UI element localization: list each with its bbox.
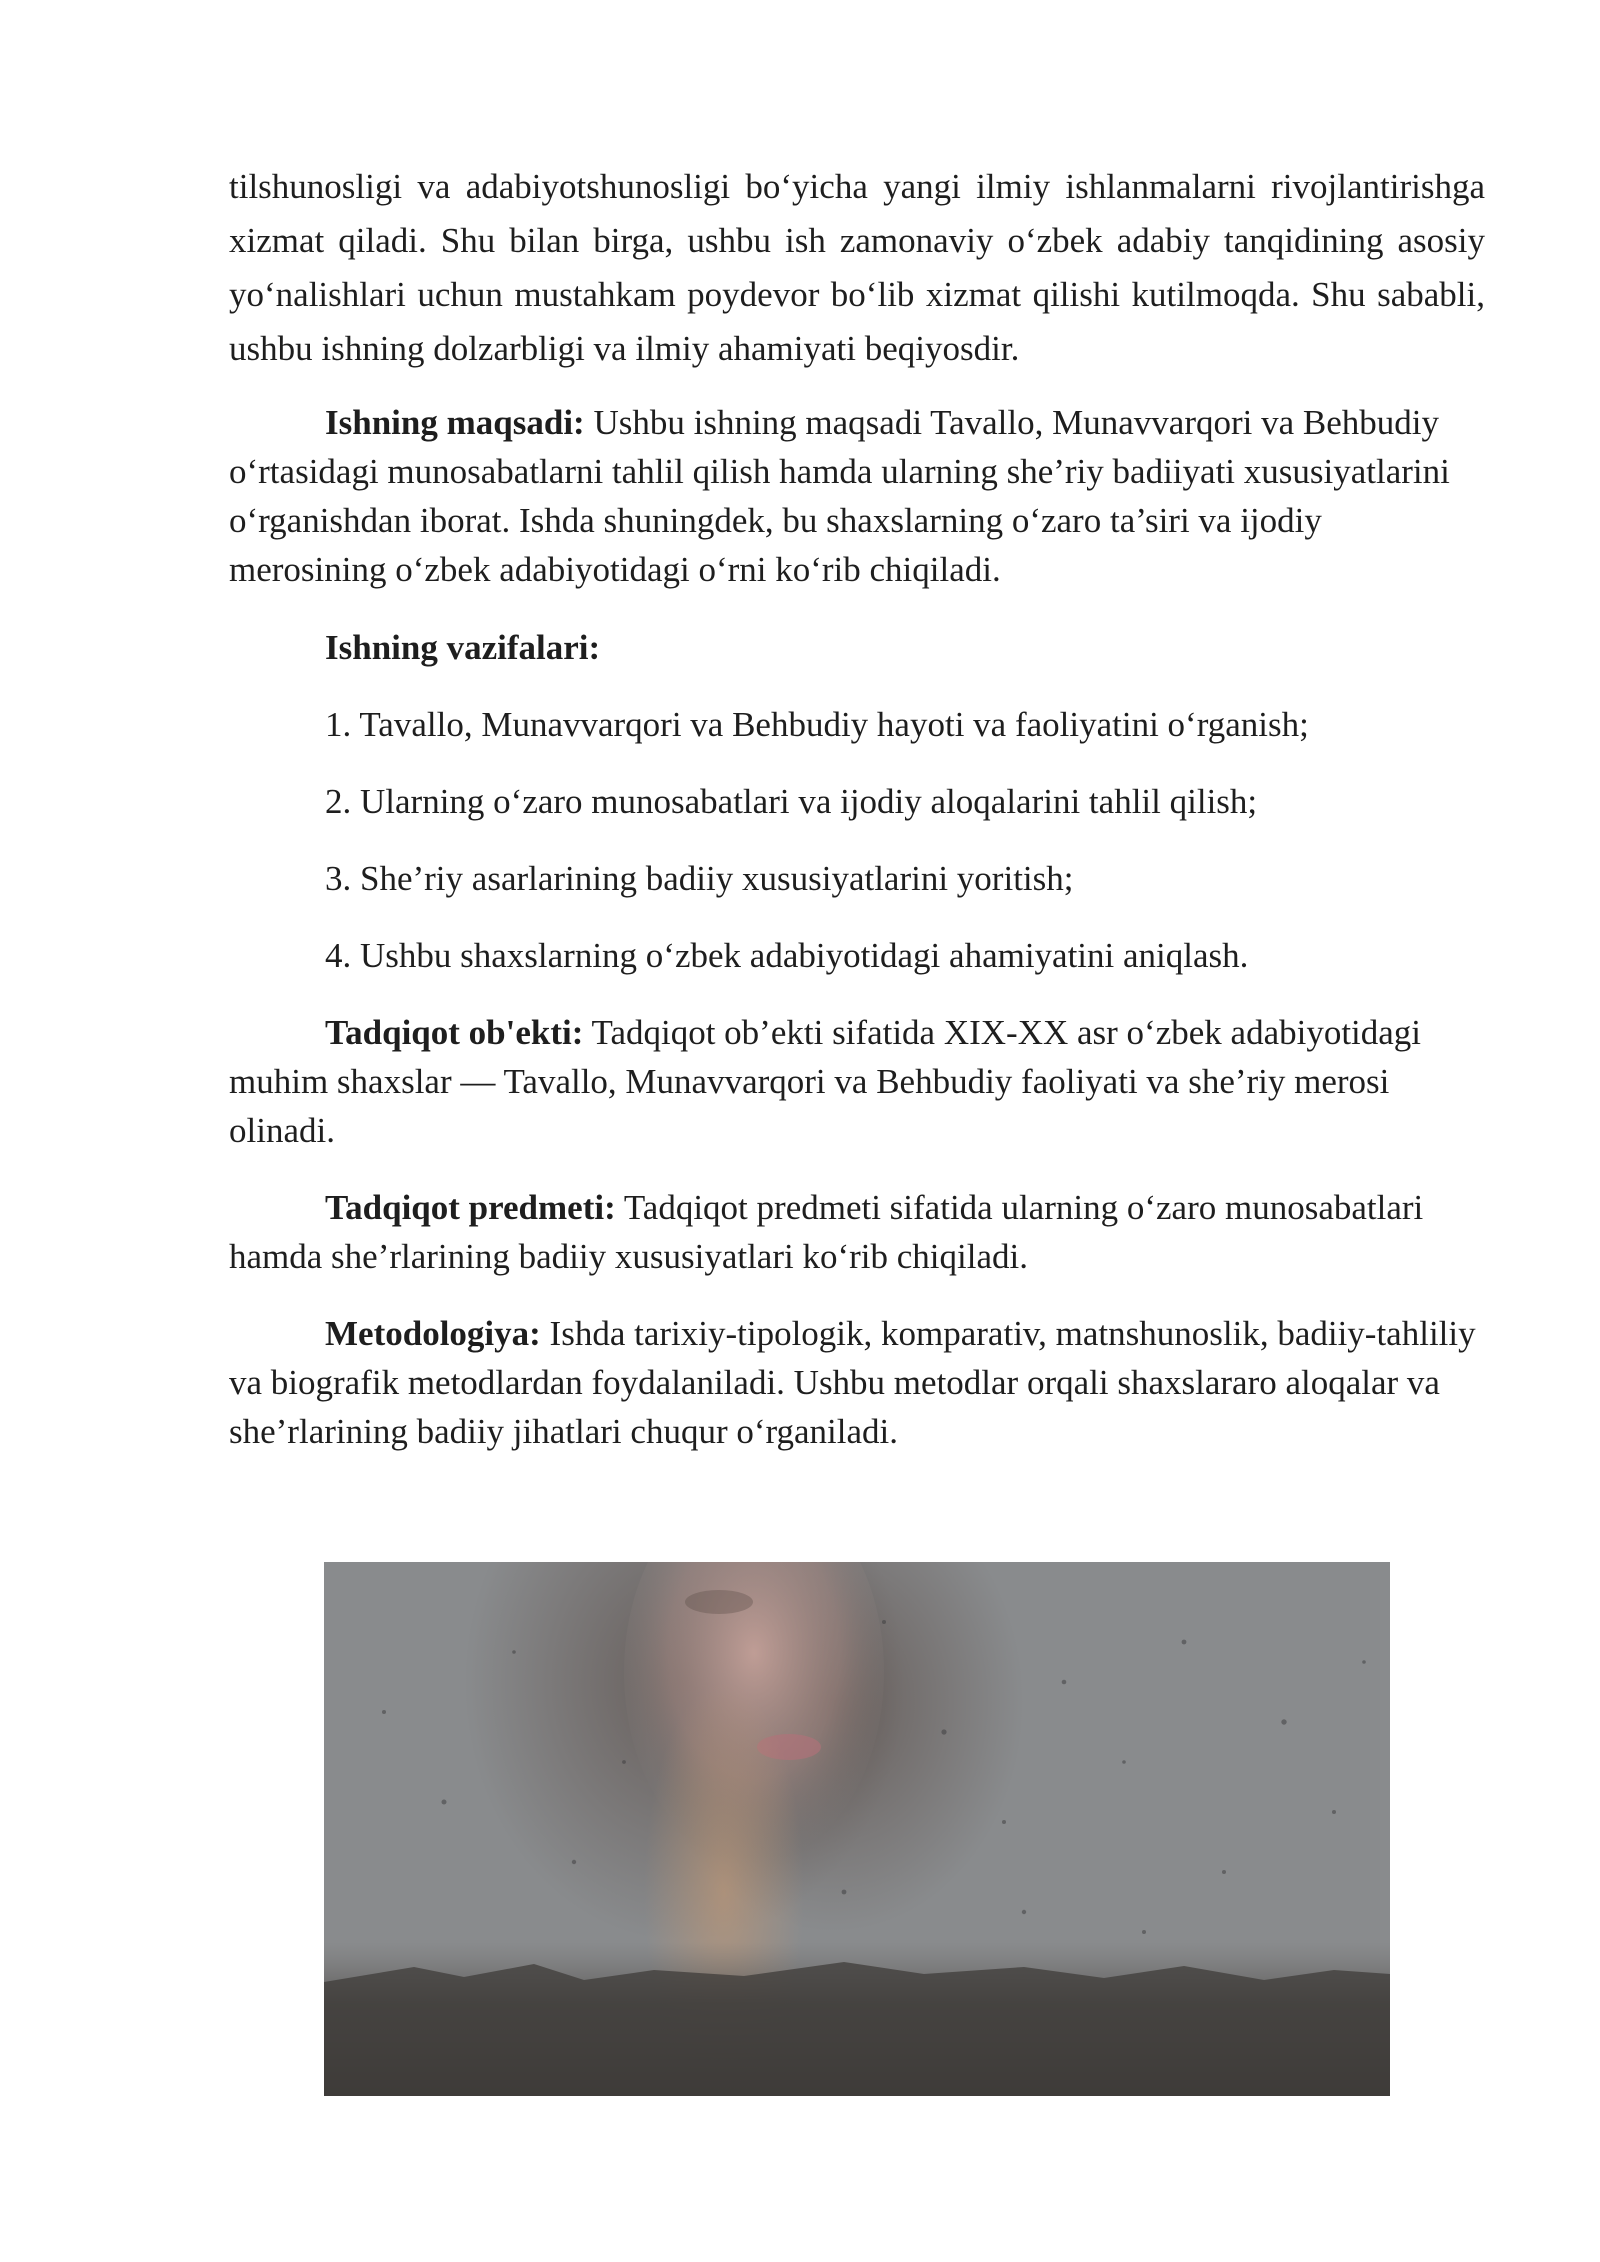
goal-text: Ushbu ishning maqsadi Tavallo, Munavvarqori va Behbudiy o‘rtasidagi munosabatlarni tahlil qilish hamda ularning she’riy badiiyati xususiyatlarini o‘rganishdan iborat. Ishda shuningdek, bu shaxslarning o‘zaro ta’siri va ijodiy merosining o‘zbek adabiyotidagi o‘rni ko‘rib chiqiladi. [229,403,1450,589]
task-item-3: 3. She’riy asarlarining badiiy xususiyatlarini yoritish; [325,859,1074,898]
subject-text: Tadqiqot predmeti sifatida ularning o‘zaro munosabatlari hamda she’rlarining badiiy xususiyatlari ko‘rib chiqiladi. [229,1188,1424,1276]
task-item-2: 2. Ularning o‘zaro munosabatlari va ijodiy aloqalarini tahlil qilish; [325,782,1258,821]
goal-paragraph [229,398,1485,594]
methodology-text: Ishda tarixiy-tipologik, komparativ, matnshunoslik, badiiy-tahliliy va biografik metodlardan foydalaniladi. Ushbu metodlar orqali shaxslararo aloqalar va she’rlarining badiiy jihatlari chuqur o‘rganiladi. [229,1314,1476,1451]
subject-label: Tadqiqot predmeti: [325,1188,616,1227]
intro-paragraph: tilshunosligi va adabiyotshunosligi bo‘yicha yangi ilmiy ishlanmalarni rivojlantirishga xizmat qiladi. Shu bilan birga, ushbu ish zamonaviy o‘zbek adabiy tanqidining asosiy yo‘nalishlari uchun mustahkam poydevor bo‘lib xizmat qilishi kutilmoqda. Shu sababli, ushbu ishning dolzarbligi va ilmiy ahamiyati beqiyosdir. [229,167,1485,368]
goal-label: Ishning maqsadi: [325,403,585,442]
task-item-1: 1. Tavallo, Munavvarqori va Behbudiy hayoti va faoliyatini o‘rganish; [325,705,1309,744]
tasks-label: Ishning vazifalari: [325,628,601,667]
methodology-paragraph [229,1309,1485,1456]
object-text: Tadqiqot ob’ekti sifatida XIX-XX asr o‘zbek adabiyotidagi muhim shaxslar — Tavallo, Munavvarqori va Behbudiy faoliyati va she’riy merosi olinadi. [229,1013,1422,1150]
object-label: Tadqiqot ob'ekti: [325,1013,584,1052]
methodology-label: Metodologiya: [325,1314,541,1353]
subject-paragraph [229,1183,1485,1281]
object-paragraph [229,1008,1485,1155]
photo-rainy-window-portrait [324,1562,1390,2096]
tasks-heading [229,623,1485,672]
task-item-4: 4. Ushbu shaxslarning o‘zbek adabiyotidagi ahamiyatini aniqlash. [325,936,1249,975]
